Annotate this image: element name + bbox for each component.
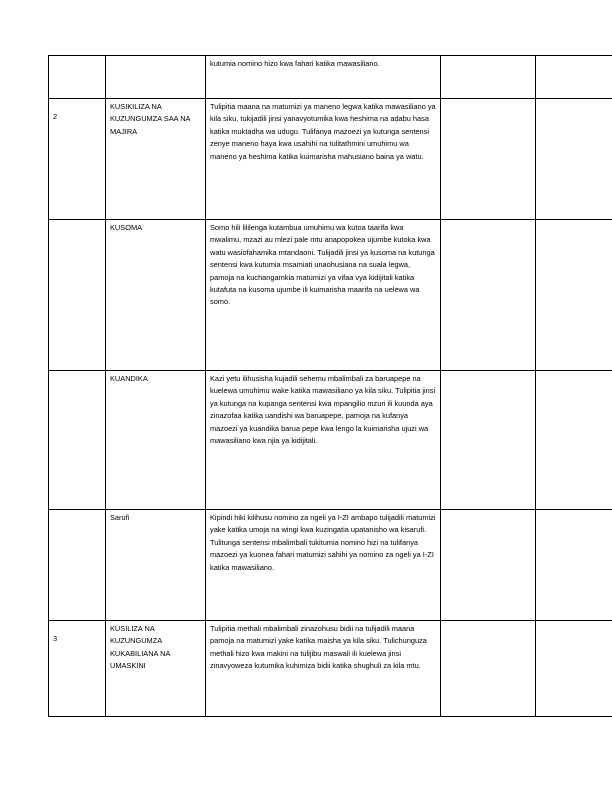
description-text: Somo hili lililenga kutambua umuhimu wa kutoa taarifa kwa mwalimu, mzazi au mlezi pale mtu anapopokea ujumbe kutoka kwa watu wasiofahamika mtandaoni. Tulijadili jinsi ya kusoma na kutunga sentensi kwa kutumia msamiati unaohusiana na suala legwa, pamoja na kuchangamkia matumizi ya vifaa vya kidijitali katika kutafuta na kusoma ujumbe ili kuimarisha maarifa na uelewa wa somo. (210, 223, 435, 307)
description-cell (206, 220, 441, 371)
description-cell (206, 621, 441, 717)
week-cell (49, 220, 106, 371)
week-cell (49, 510, 106, 621)
empty-cell (441, 371, 536, 510)
empty-cell (441, 510, 536, 621)
description-text: Kazi yetu ilihusisha kujadili sehemu mbalimbali za baruapepe na kuelewa umuhimu wake katika mawasiliano ya kila siku. Tulipitia jinsi ya kutunga na kupanga sentensi kwa mpangilio mzuri ili kuunda aya zinazofaa katika uandishi wa baruapepe, pamoja na kufanya mazoezi ya kuandika barua pepe kwa lengo la kuimarisha ujuzi wa mawasiliano kwa njia ya kidijitali. (210, 374, 436, 446)
topic-label: KUSOMA (110, 223, 143, 232)
empty-cell (441, 220, 536, 371)
topic-cell (106, 621, 206, 717)
description-cell (206, 99, 441, 220)
description-cell (206, 371, 441, 510)
topic-cell (106, 371, 206, 510)
topic-label: KUSILIZA NA KUZUNGUMZA KUKABILIANA NA UMASKINI (110, 624, 170, 671)
empty-cell (441, 621, 536, 717)
lesson-plan-table (48, 55, 612, 717)
description-text: Tulipitia methali mbalimbali zinazohusu bidii na tulijadili maana pamoja na matumizi yake katika maisha ya kila siku. Tulichunguza methali hizo kwa makini na tulijibu maswali ili kuelewa jinsi zinavyoweza kutumika kuhimiza bidii katika shughuli za kila mtu. (210, 624, 427, 671)
table-row (49, 220, 612, 371)
empty-cell (536, 99, 612, 220)
topic-label: KUSIKILIZA NA KUZUNGUMZA SAA NA MAJIRA (110, 102, 191, 136)
week-number: 2 (53, 112, 58, 121)
table-row (49, 371, 612, 510)
week-cell (49, 621, 106, 717)
week-cell (49, 56, 106, 99)
empty-cell (536, 56, 612, 99)
empty-cell (536, 621, 612, 717)
empty-cell (441, 56, 536, 99)
table-row (49, 99, 612, 220)
description-text: Tulipitia maana na matumizi ya maneno legwa katika mawasiliano ya kila siku, tukijadili jinsi yanavyotumika kwa heshima na adabu hasa katika muktadha wa udugu. Tulifanya mazoezi ya kutunga sentensi zenye maneno haya kwa usahihi na tulitathmini umuhimu wa maneno ya heshima katika kuimarisha mahusiano baina ya watu. (210, 102, 436, 161)
week-number: 3 (53, 634, 58, 643)
week-cell (49, 371, 106, 510)
week-cell (49, 99, 106, 220)
description-cell (206, 510, 441, 621)
table-row (49, 621, 612, 717)
empty-cell (441, 99, 536, 220)
table-row (49, 510, 612, 621)
topic-cell (106, 99, 206, 220)
empty-cell (536, 371, 612, 510)
description-cell (206, 56, 441, 99)
topic-label: KUANDIKA (110, 374, 148, 383)
topic-label: Sarufi (110, 513, 130, 522)
topic-cell (106, 56, 206, 99)
description-text: kutumia nomino hizo kwa fahari katika mawasiliano. (210, 59, 380, 68)
description-text: Kipindi hiki kilihusu nomino za ngeli ya I-ZI ambapo tulijadili matumizi yake katika umoja na wingi kwa kuzingatia upatanisho wa kisarufi. Tulitunga sentensi mbalimbali tukitumia nomino hizi na tulifanya mazoezi ya kuonea fahari matumizi sahihi ya nomino za ngeli ya I-ZI katika mawasiliano. (210, 513, 436, 572)
empty-cell (536, 510, 612, 621)
table-row (49, 56, 612, 99)
empty-cell (536, 220, 612, 371)
topic-cell (106, 220, 206, 371)
topic-cell (106, 510, 206, 621)
